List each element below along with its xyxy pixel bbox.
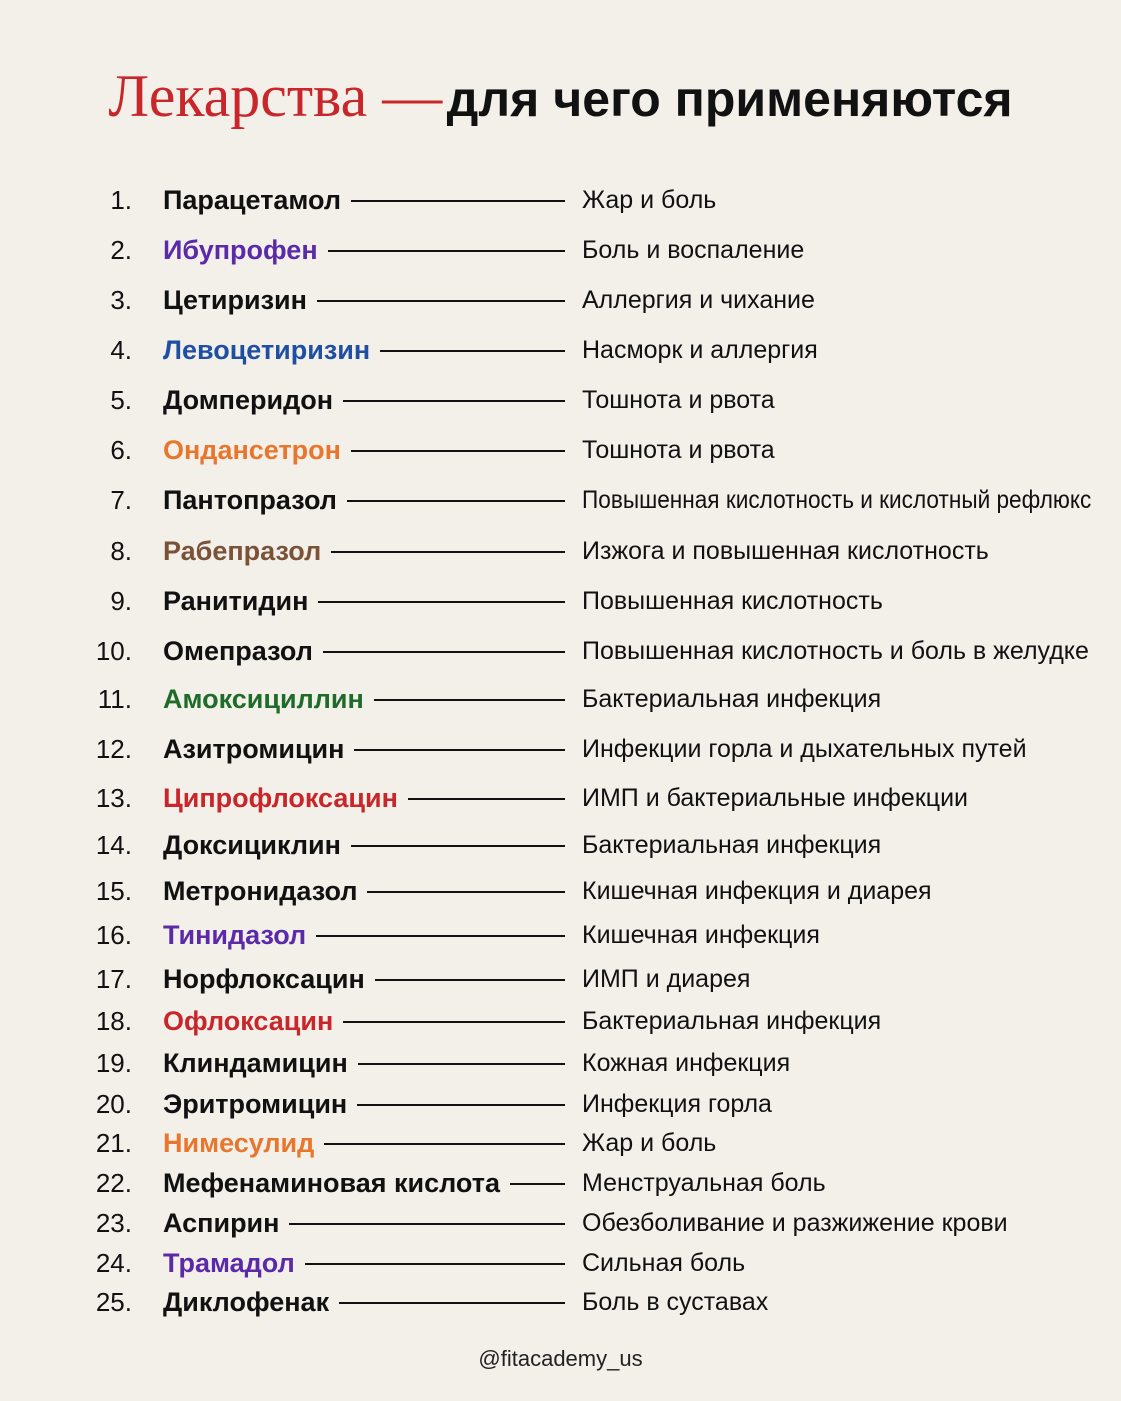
medicine-use: Кишечная инфекция и диарея bbox=[582, 877, 932, 905]
item-number: 12. bbox=[95, 734, 132, 764]
list-item bbox=[0, 1125, 1121, 1161]
list-item bbox=[0, 633, 1121, 669]
item-number: 25. bbox=[95, 1287, 132, 1317]
connector-line bbox=[339, 1302, 565, 1304]
medicine-use: Инфекции горла и дыхательных путей bbox=[582, 735, 1027, 763]
footer-handle: @fitacademy_us bbox=[478, 1346, 643, 1371]
medicine-use: Бактериальная инфекция bbox=[582, 1007, 882, 1035]
medicine-name: Ибупрофен bbox=[163, 235, 318, 265]
list-item bbox=[0, 1205, 1121, 1241]
connector-line bbox=[367, 891, 565, 893]
connector-line bbox=[343, 1021, 565, 1023]
title-rest: для чего применяются bbox=[446, 71, 1013, 127]
medicine-name: Доксициклин bbox=[163, 830, 341, 860]
connector-line bbox=[354, 749, 565, 751]
list-item bbox=[0, 1003, 1121, 1039]
item-number: 10. bbox=[95, 636, 132, 666]
list-item bbox=[0, 182, 1121, 218]
item-number: 4. bbox=[110, 335, 132, 365]
item-number: 8. bbox=[110, 536, 132, 566]
item-number: 5. bbox=[110, 385, 132, 415]
medicine-name: Норфлоксацин bbox=[163, 964, 365, 994]
connector-line bbox=[317, 300, 565, 302]
medicine-name: Трамадол bbox=[163, 1248, 295, 1278]
list-item bbox=[0, 873, 1121, 909]
item-number: 2. bbox=[110, 235, 132, 265]
list-item bbox=[0, 533, 1121, 569]
medicine-name: Нимесулид bbox=[163, 1128, 315, 1158]
medicine-name: Цетиризин bbox=[163, 285, 307, 315]
list-item bbox=[0, 827, 1121, 863]
medicine-name: Рабепразол bbox=[163, 536, 322, 566]
item-number: 9. bbox=[110, 586, 132, 616]
list-item bbox=[0, 1284, 1121, 1320]
medicine-use: Повышенная кислотность bbox=[582, 587, 883, 615]
connector-line bbox=[331, 551, 565, 553]
medicine-use: Инфекция горла bbox=[582, 1090, 772, 1118]
medicine-name: Азитромицин bbox=[163, 734, 345, 764]
medicine-use: Кожная инфекция bbox=[582, 1049, 791, 1077]
medicine-name: Левоцетиризин bbox=[163, 335, 371, 365]
connector-line bbox=[351, 450, 565, 452]
connector-line bbox=[380, 350, 565, 352]
medicine-use: Повышенная кислотность и боль в желудке bbox=[582, 637, 1089, 665]
list-item bbox=[0, 232, 1121, 268]
medicine-use: Боль и воспаление bbox=[582, 236, 805, 264]
list-item bbox=[0, 780, 1121, 816]
medicine-use: Бактериальная инфекция bbox=[582, 831, 882, 859]
list-item bbox=[0, 681, 1121, 717]
medicine-name: Эритромицин bbox=[163, 1089, 348, 1119]
medicine-name: Офлоксацин bbox=[163, 1006, 334, 1036]
list-item bbox=[0, 583, 1121, 619]
connector-line bbox=[324, 1143, 565, 1145]
list-item bbox=[0, 332, 1121, 368]
medicine-use: Жар и боль bbox=[582, 186, 717, 214]
item-number: 13. bbox=[95, 783, 132, 813]
medicine-name: Амоксициллин bbox=[163, 684, 364, 714]
item-number: 20. bbox=[95, 1089, 132, 1119]
medicine-use: Сильная боль bbox=[582, 1249, 746, 1277]
connector-line bbox=[408, 798, 565, 800]
medicine-name: Мефенаминовая кислота bbox=[163, 1168, 500, 1198]
connector-line bbox=[305, 1263, 565, 1265]
item-number: 3. bbox=[110, 285, 132, 315]
medicine-use: Жар и боль bbox=[582, 1129, 717, 1157]
medicine-name: Клиндамицин bbox=[163, 1048, 348, 1078]
medicine-name: Домперидон bbox=[163, 385, 334, 415]
connector-line bbox=[375, 979, 565, 981]
medicine-name: Парацетамол bbox=[163, 185, 342, 215]
connector-line bbox=[374, 699, 565, 701]
list-item bbox=[0, 961, 1121, 997]
medicine-use: Тошнота и рвота bbox=[582, 436, 775, 464]
medicine-use: Кишечная инфекция bbox=[582, 921, 820, 949]
medicine-name: Аспирин bbox=[163, 1208, 280, 1238]
medicine-use: ИМП и бактериальные инфекции bbox=[582, 784, 968, 812]
connector-line bbox=[343, 400, 565, 402]
medicine-name: Диклофенак bbox=[163, 1287, 330, 1317]
item-number: 7. bbox=[110, 485, 132, 515]
item-number: 17. bbox=[95, 964, 132, 994]
item-number: 19. bbox=[95, 1048, 132, 1078]
medicine-use: Обезболивание и разжижение крови bbox=[582, 1209, 1008, 1237]
connector-line bbox=[351, 845, 565, 847]
connector-line bbox=[357, 1104, 565, 1106]
connector-line bbox=[323, 651, 565, 653]
item-number: 23. bbox=[95, 1208, 132, 1238]
connector-line bbox=[318, 601, 565, 603]
medicine-name: Ранитидин bbox=[163, 586, 309, 616]
item-number: 18. bbox=[95, 1006, 132, 1036]
medicine-name: Пантопразол bbox=[163, 485, 337, 515]
medicine-use: Изжога и повышенная кислотность bbox=[582, 537, 989, 565]
medicine-name: Тинидазол bbox=[163, 920, 307, 950]
connector-line bbox=[351, 200, 565, 202]
medicine-use: Тошнота и рвота bbox=[582, 386, 775, 414]
medicine-use: Повышенная кислотность и кислотный рефлюкс bbox=[582, 486, 1092, 514]
list-item bbox=[0, 1086, 1121, 1122]
medicine-name: Омепразол bbox=[163, 636, 313, 666]
list-item bbox=[0, 382, 1121, 418]
medicine-use: Насморк и аллергия bbox=[582, 336, 818, 364]
list-item bbox=[0, 482, 1121, 518]
title-highlight: Лекарства — bbox=[108, 63, 443, 129]
connector-line bbox=[316, 935, 565, 937]
medicine-use: Аллергия и чихание bbox=[582, 286, 815, 314]
connector-line bbox=[510, 1183, 565, 1185]
medicine-name: Ондансетрон bbox=[163, 435, 341, 465]
list-item bbox=[0, 1045, 1121, 1081]
medicine-use: ИМП и диарея bbox=[582, 965, 751, 993]
connector-line bbox=[328, 250, 565, 252]
medicine-use: Боль в суставах bbox=[582, 1288, 769, 1316]
list-item bbox=[0, 432, 1121, 468]
item-number: 24. bbox=[95, 1248, 132, 1278]
item-number: 6. bbox=[110, 435, 132, 465]
list-item bbox=[0, 282, 1121, 318]
medicine-use: Менструальная боль bbox=[582, 1169, 826, 1197]
list-item bbox=[0, 1165, 1121, 1201]
connector-line bbox=[347, 500, 565, 502]
list-item bbox=[0, 731, 1121, 767]
item-number: 15. bbox=[95, 876, 132, 906]
item-number: 16. bbox=[95, 920, 132, 950]
item-number: 22. bbox=[95, 1168, 132, 1198]
item-number: 1. bbox=[110, 185, 132, 215]
connector-line bbox=[289, 1223, 565, 1225]
medicine-name: Ципрофлоксацин bbox=[163, 783, 398, 813]
item-number: 21. bbox=[95, 1128, 132, 1158]
item-number: 14. bbox=[95, 830, 132, 860]
medicine-use: Бактериальная инфекция bbox=[582, 685, 882, 713]
list-item bbox=[0, 1245, 1121, 1281]
medicine-name: Метронидазол bbox=[163, 876, 358, 906]
list-item bbox=[0, 917, 1121, 953]
item-number: 11. bbox=[97, 684, 132, 714]
connector-line bbox=[358, 1063, 565, 1065]
